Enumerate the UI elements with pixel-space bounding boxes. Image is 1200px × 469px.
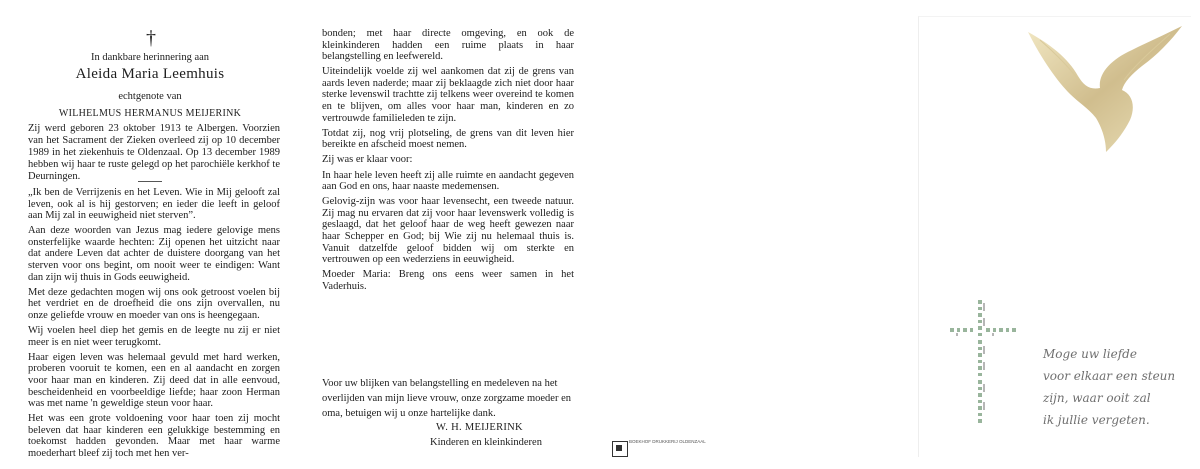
signature-family: Kinderen en kleinkinderen (430, 437, 542, 448)
paragraph: Uiteindelijk voelde zij wel aankomen dat zij de grens van aards leven naderde; maar zij beklaagde zich niet door haar sterke levenswil trachtte zij telkens weer overeind te komen en te blijven, om alles voor haar man, kinderen en zo vertrouwde familieleden te zijn. (322, 66, 574, 124)
panel-card-front (900, 0, 1200, 469)
panel-front-text (0, 0, 300, 469)
printer-imprint: BOEKHOF DRUKKERIJ OLDENZAAL (629, 439, 706, 444)
poem-line: ik jullie vergeten. (1043, 413, 1150, 427)
poem-line: zijn, waar ooit zal (1043, 391, 1151, 405)
paragraph: Gelovig-zijn was voor haar levensecht, een tweede natuur. Zij mag nu ervaren dat zij voor haar levenswerk volledig is geslaagd, dat het geloof haar de weg heeft gewezen naar haar Schepper en God; bij Wie zij nu helemaal thuis is. Vanuit datzelfde geloof bidden wij om sterkte en vertrouwen op een wederziens in eeuwigheid. (322, 196, 574, 266)
intro-line: In dankbare herinnering aan (90, 52, 210, 63)
cross-ornament-icon (948, 300, 1018, 430)
divider (138, 181, 162, 182)
paragraph: Moeder Maria: Breng ons eens weer samen in het Vaderhuis. (322, 269, 574, 292)
signature-name: W. H. MEIJERINK (436, 422, 523, 433)
paragraph: bonden; met haar directe omgeving, en ook de kleinkinderen hadden een ruime plaats in haar belangstelling en leefwereld. (322, 28, 574, 63)
paragraph: Met deze gedachten mogen wij ons ook getroost voelen bij het verdriet en de droefheid die ons zijn overvallen, nu onze geliefde vrouw en moeder van ons is heengegaan. (28, 286, 280, 321)
cross-icon: † (146, 27, 156, 49)
dove-icon (1020, 24, 1190, 154)
paragraph: „Ik ben de Verrijzenis en het Leven. Wie in Mij gelooft zal leven, ook al is hij gestorven; en ieder die leeft in geloof aan Mij zal in eeuwigheid niet sterven”. (28, 187, 280, 222)
biography: Zij werd geboren 23 oktober 1913 te Albergen. Voorzien van het Sacrament der Zieken overleed zij op 10 december 1989 in het ziekenhuis te Oldenzaal. Op 13 december 1989 hebben wij haar te ruste gelegd op het parochiële kerkhof te Deurningen. (28, 123, 280, 182)
acknowledgement: Voor uw blijken van belangstelling en medeleven na het overlijden van mijn lieve vrouw, onze zorgzame moeder en oma, betuigen wij u onze hartelijke dank. (322, 378, 571, 419)
paragraph: Wij voelen heel diep het gemis en de leegte nu zij er niet meer is en niet weer terugkomt. (28, 325, 280, 348)
paragraph: Totdat zij, nog vrij plotseling, de grens van dit leven hier bereikte en afscheid moest nemen. (322, 127, 574, 151)
printer-logo-icon (612, 441, 628, 457)
panel-continued-text (300, 0, 600, 469)
paragraph: Zij was er klaar voor: (322, 154, 413, 166)
paragraph: In haar hele leven heeft zij alle ruimte en aandacht gegeven aan God en ons, haar naaste medemensen. (322, 169, 574, 193)
spouse-name: WILHELMUS HERMANUS MEIJERINK (58, 108, 242, 119)
deceased-name: Aleida Maria Leemhuis (75, 66, 225, 82)
text-column-2 (322, 28, 574, 296)
poem (1043, 343, 1193, 431)
panel-blank (600, 0, 900, 469)
poem-line: voor elkaar een steun (1043, 369, 1176, 383)
spouse-prefix: echtgenote van (118, 91, 182, 102)
poem-line: Moge uw liefde (1043, 347, 1137, 361)
paragraph: Haar eigen leven was helemaal gevuld met hard werken, proberen vooruit te komen, een en al aandacht en zorgen voor haar man en kinderen. Zij deed dat in alle eenvoud, bescheidenheid en voorbeeldige liefde; haar zoon Herman was met name 'n geweldige steun voor haar. (28, 351, 280, 410)
paragraph: Aan deze woorden van Jezus mag iedere gelovige mens onsterfelijke waarde hechten: Zij openen het uitzicht naar dat andere Leven dat achter de duistere doorgang van het sterven voor ons begint, om nooit weer te eindigen: Want dan zijn wij thuis in Gods eeuwigheid. (28, 225, 280, 283)
text-column-1 (28, 187, 280, 463)
paragraph: Het was een grote voldoening voor haar toen zij mocht beleven dat haar kinderen een gelukkige bestemming en toekomst hadden gevonden. Maar met haar warme moederhart bleef zij toch met hen ver- (28, 413, 280, 459)
